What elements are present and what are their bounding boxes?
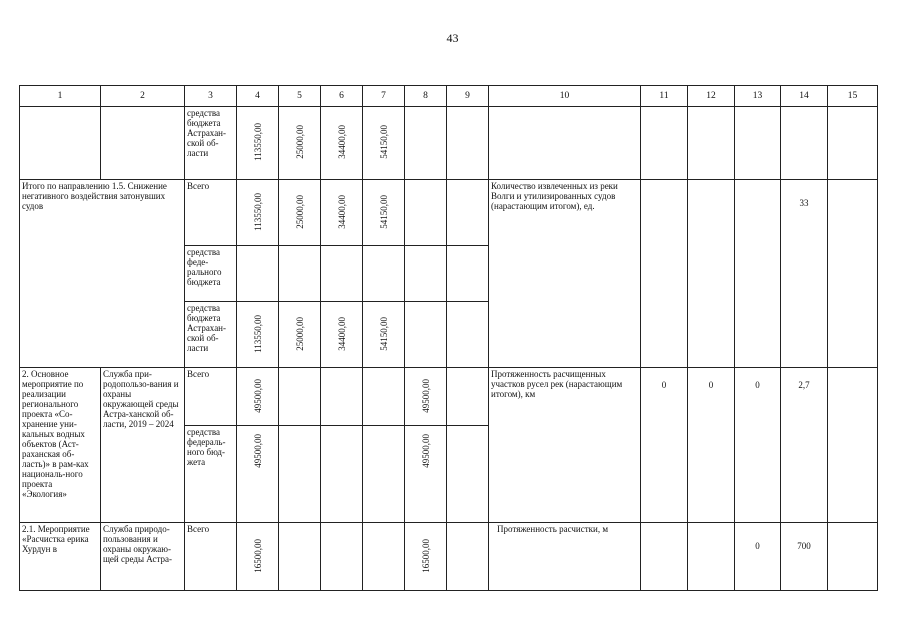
table-cell	[641, 523, 688, 591]
value-cell	[279, 107, 321, 180]
value-cell	[363, 107, 405, 180]
value-text: 49500,00	[420, 378, 431, 413]
table-cell	[688, 107, 735, 180]
header-cell: 9	[447, 86, 489, 107]
executor-cell: Служба природо-пользования и охраны окружаю-щей среды Астра-	[101, 523, 185, 591]
header-cell: 13	[735, 86, 781, 107]
indicator-cell: Протяженность расчистки, м	[489, 523, 641, 591]
table-cell	[321, 246, 363, 302]
table-cell	[405, 302, 447, 368]
value-cell	[321, 180, 363, 246]
table-cell	[321, 368, 363, 426]
funding-source: средства бюджета Астрахан-ской об-ласти	[185, 107, 237, 180]
indicator-value: 0	[641, 368, 688, 523]
table-cell	[237, 246, 279, 302]
table-cell	[20, 107, 101, 180]
table-cell	[828, 523, 878, 591]
table-cell	[363, 426, 405, 523]
value-text: 34400,00	[336, 194, 347, 229]
table-cell	[447, 302, 489, 368]
table-cell	[735, 180, 781, 368]
table-cell	[447, 180, 489, 246]
table-cell	[279, 368, 321, 426]
value-cell	[237, 302, 279, 368]
table-cell	[363, 246, 405, 302]
table-row	[20, 523, 878, 591]
table-cell	[405, 246, 447, 302]
value-cell	[279, 302, 321, 368]
header-cell: 10	[489, 86, 641, 107]
value-cell	[279, 180, 321, 246]
value-text: 113550,00	[252, 123, 263, 161]
table-cell	[279, 523, 321, 591]
value-text: 49500,00	[252, 378, 263, 413]
value-text: 25000,00	[294, 125, 305, 159]
indicator-value: 0	[688, 368, 735, 523]
value-cell	[405, 523, 447, 591]
header-cell: 12	[688, 86, 735, 107]
table-row	[20, 107, 878, 180]
page-number: 43	[446, 31, 459, 45]
value-text: 113550,00	[252, 192, 263, 231]
executor-cell: Служба при-родопользо-вания и охраны окружающей среды Астра-ханской об-ласти, 2019 – 2024	[101, 368, 185, 523]
table-cell	[279, 246, 321, 302]
table-cell	[828, 180, 878, 368]
header-row	[20, 86, 878, 107]
value-cell	[321, 302, 363, 368]
header-cell: 5	[279, 86, 321, 107]
value-text: 16500,00	[420, 538, 431, 573]
table-cell	[321, 426, 363, 523]
header-cell: 8	[405, 86, 447, 107]
header-cell: 11	[641, 86, 688, 107]
header-cell: 6	[321, 86, 363, 107]
budget-table	[19, 85, 878, 591]
row-title: 2. Основное мероприятие по реализации регионального проекта «Со-хранение уни-кальных водных объектов (Аст-раханская об-ласть)» в рам-ках националь-ного проекта «Экология»	[20, 368, 101, 523]
table-cell	[405, 107, 447, 180]
header-cell: 4	[237, 86, 279, 107]
table-cell	[688, 180, 735, 368]
row-title: 2.1. Мероприятие «Расчистка ерика Хурдун в	[20, 523, 101, 591]
table-cell	[405, 180, 447, 246]
value-text: 16500,00	[252, 538, 263, 573]
value-cell	[405, 426, 447, 523]
funding-source: Всего	[185, 368, 237, 426]
funding-source: средства феде-рального бюджета	[185, 246, 237, 302]
table-cell	[828, 368, 878, 523]
value-cell	[405, 368, 447, 426]
value-text: 54150,00	[378, 316, 389, 351]
table-cell	[688, 523, 735, 591]
indicator-cell: Протяженность расчищенных участков русел рек (нарастающим итогом), км	[489, 368, 641, 523]
table-cell	[363, 368, 405, 426]
table-row	[20, 180, 878, 246]
funding-source: средства бюджета Астрахан-ской об-ласти	[185, 302, 237, 368]
indicator-cell: Количество извлеченных из реки Волги и утилизированных судов (нарастающим итогом), ед.	[489, 180, 641, 368]
header-cell: 7	[363, 86, 405, 107]
funding-source: Всего	[185, 180, 237, 246]
row-title: Итого по направлению 1.5. Снижение негативного воздействия затонувших судов	[20, 180, 185, 368]
value-cell	[237, 368, 279, 426]
value-text: 49500,00	[420, 434, 431, 468]
value-cell	[321, 107, 363, 180]
table-cell	[447, 246, 489, 302]
table-cell	[101, 107, 185, 180]
indicator-value: 33	[781, 180, 828, 368]
table-cell	[363, 523, 405, 591]
funding-source: средства федераль-ного бюд-жета	[185, 426, 237, 523]
indicator-value: 0	[735, 523, 781, 591]
funding-source: Всего	[185, 523, 237, 591]
value-text: 54150,00	[378, 194, 389, 229]
table-cell	[321, 523, 363, 591]
value-cell	[363, 302, 405, 368]
indicator-value: 700	[781, 523, 828, 591]
header-cell: 1	[20, 86, 101, 107]
indicator-value: 2,7	[781, 368, 828, 523]
table-cell	[489, 107, 641, 180]
value-cell	[237, 107, 279, 180]
table-cell	[641, 107, 688, 180]
header-cell: 15	[828, 86, 878, 107]
value-text: 25000,00	[294, 194, 305, 229]
value-cell	[363, 180, 405, 246]
table-row	[20, 368, 878, 426]
table-cell	[781, 107, 828, 180]
table-cell	[447, 426, 489, 523]
table-cell	[735, 107, 781, 180]
value-text: 49500,00	[252, 434, 263, 468]
table-cell	[447, 523, 489, 591]
value-cell	[237, 180, 279, 246]
value-cell	[237, 523, 279, 591]
value-text: 113550,00	[252, 314, 263, 353]
value-cell	[237, 426, 279, 523]
value-text: 54150,00	[378, 125, 389, 159]
table-cell	[447, 368, 489, 426]
header-cell: 2	[101, 86, 185, 107]
value-text: 34400,00	[336, 316, 347, 351]
table-cell	[279, 426, 321, 523]
value-text: 25000,00	[294, 316, 305, 351]
table-cell	[641, 180, 688, 368]
table-cell	[447, 107, 489, 180]
value-text: 34400,00	[336, 125, 347, 159]
header-cell: 3	[185, 86, 237, 107]
header-cell: 14	[781, 86, 828, 107]
indicator-value: 0	[735, 368, 781, 523]
table-cell	[828, 107, 878, 180]
